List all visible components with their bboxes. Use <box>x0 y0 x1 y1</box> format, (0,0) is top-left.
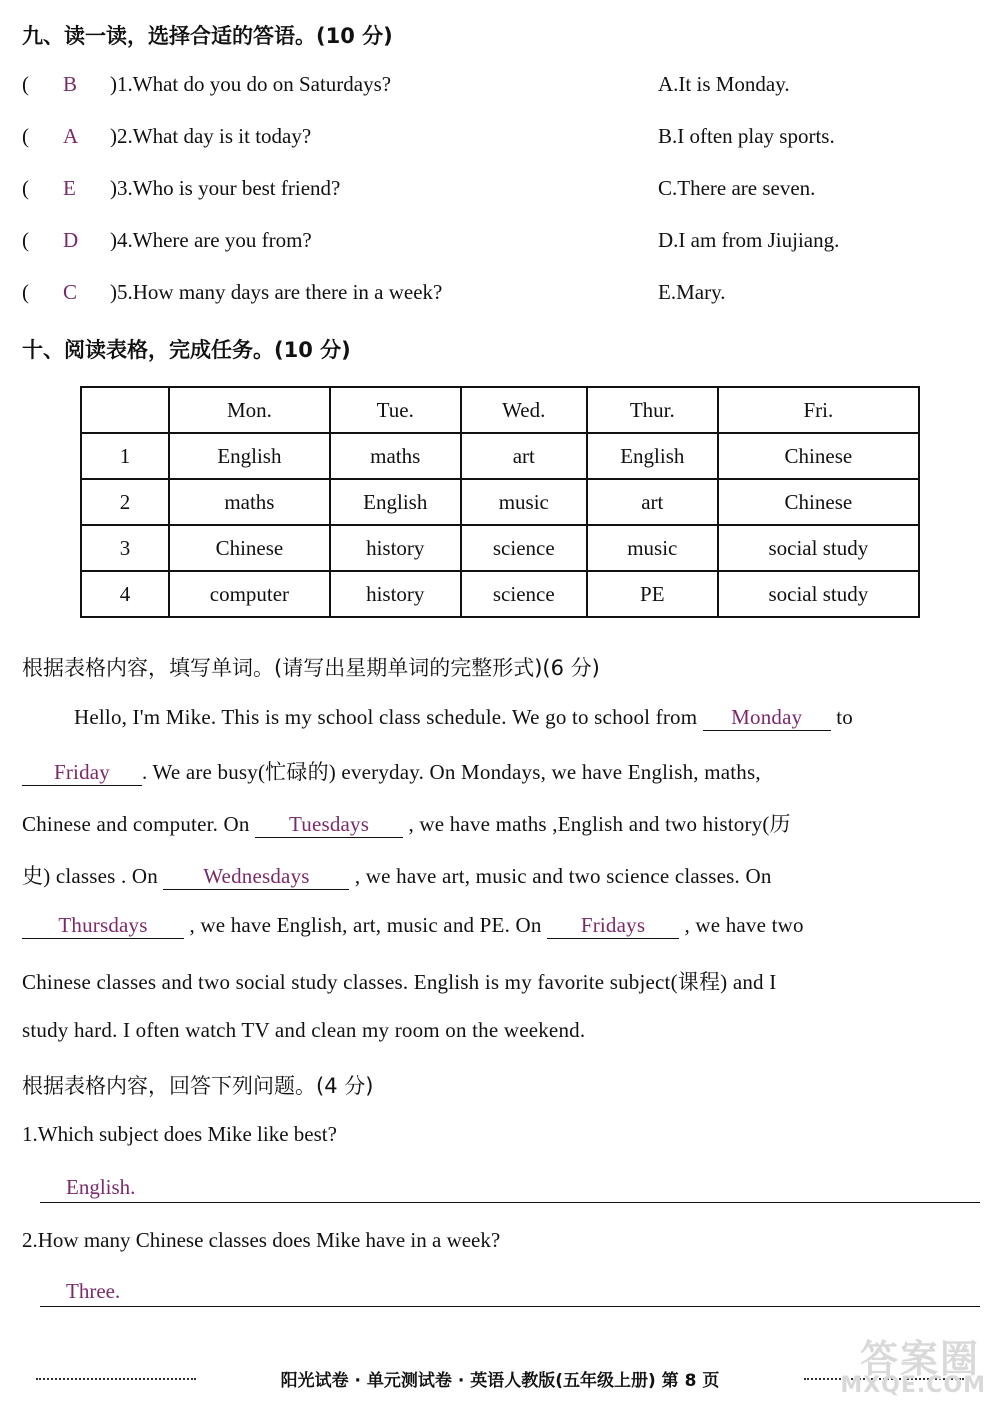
passage-text: , we have art, music and two science classes. On <box>354 864 772 888</box>
table-cell: maths <box>169 479 330 525</box>
answer-letter: E <box>63 176 76 200</box>
task-1-title: 根据表格内容，填写单词。(请写出星期单词的完整形式)(6 分) <box>22 656 600 680</box>
table-cell: Chinese <box>718 479 919 525</box>
table-row <box>81 479 919 525</box>
table-cell: history <box>330 571 461 617</box>
question-text: )1.What do you do on Saturdays? <box>110 72 392 96</box>
watermark-line-1: 答案圈 <box>859 1337 980 1381</box>
passage-line-5 <box>22 912 804 939</box>
footer-divider-left <box>36 1378 196 1380</box>
passage-text: to <box>836 705 853 729</box>
header-cell: Wed. <box>461 387 587 433</box>
question-1: 1.Which subject does Mike like best? <box>22 1122 337 1146</box>
table-row <box>81 571 919 617</box>
header-cell: Thur. <box>587 387 718 433</box>
passage-text: , we have two <box>684 913 804 937</box>
answer-letter: C <box>63 280 78 304</box>
paren-open: ( <box>22 280 29 304</box>
passage-line-4 <box>22 860 772 890</box>
passage-line-2 <box>22 756 761 786</box>
answer-letter: B <box>63 72 78 96</box>
passage-line-6: Chinese classes and two social study classes. English is my favorite subject(课程) and I <box>22 970 777 994</box>
option-text: D.I am from Jiujiang. <box>658 228 840 252</box>
header-cell: Tue. <box>330 387 461 433</box>
fill-blank-3: Tuesdays <box>255 811 403 838</box>
table-cell: PE <box>587 571 718 617</box>
option-text: C.There are seven. <box>658 176 816 200</box>
table-cell: English <box>169 433 330 479</box>
table-cell: Chinese <box>169 525 330 571</box>
fill-blank-4: Wednesdays <box>163 863 349 890</box>
task-2-title: 根据表格内容，回答下列问题。(4 分) <box>22 1074 374 1098</box>
passage-text: 史) classes . On <box>22 864 158 888</box>
fill-blank-5: Thursdays <box>22 912 184 939</box>
answer-line-2 <box>40 1280 980 1307</box>
table-cell: science <box>461 571 587 617</box>
passage-line-3 <box>22 808 791 838</box>
class-schedule-table <box>80 386 920 618</box>
watermark-logo <box>836 1328 986 1398</box>
paren-open: ( <box>22 228 29 252</box>
answer-text: English. <box>66 1175 136 1199</box>
table-cell: social study <box>718 525 919 571</box>
paren-open: ( <box>22 176 29 200</box>
option-text: E.Mary. <box>658 280 726 304</box>
table-cell: maths <box>330 433 461 479</box>
fill-blank-1: Monday <box>703 704 831 731</box>
header-cell: Fri. <box>718 387 919 433</box>
table-cell: history <box>330 525 461 571</box>
table-cell: social study <box>718 571 919 617</box>
answer-letter: A <box>63 124 79 148</box>
question-text: )5.How many days are there in a week? <box>110 280 443 304</box>
table-cell: art <box>461 433 587 479</box>
watermark-line-2: MXQE.COM <box>840 1373 986 1398</box>
passage-text: , we have English, art, music and PE. On <box>189 913 542 937</box>
option-text: A.It is Monday. <box>658 72 790 96</box>
passage-text: Hello, I'm Mike. This is my school class schedule. We go to school from <box>74 705 698 729</box>
option-text: B.I often play sports. <box>658 124 835 148</box>
section-10-title: 十、阅读表格，完成任务。(10 分) <box>22 338 351 362</box>
paren-open: ( <box>22 124 29 148</box>
section-9-title: 九、读一读，选择合适的答语。(10 分) <box>22 24 393 48</box>
table-cell: music <box>587 525 718 571</box>
table-cell: English <box>587 433 718 479</box>
table-cell: music <box>461 479 587 525</box>
passage-text: Chinese and computer. On <box>22 812 250 836</box>
passage-line-7: study hard. I often watch TV and clean my room on the weekend. <box>22 1018 586 1042</box>
table-cell: 4 <box>81 571 169 617</box>
answer-line-1 <box>40 1176 980 1203</box>
answer-text: Three. <box>66 1279 121 1303</box>
passage-line-1 <box>74 704 853 731</box>
table-cell: Chinese <box>718 433 919 479</box>
table-cell: 2 <box>81 479 169 525</box>
question-text: )2.What day is it today? <box>110 124 312 148</box>
answer-letter: D <box>63 228 79 252</box>
header-cell: Mon. <box>169 387 330 433</box>
table-cell: 3 <box>81 525 169 571</box>
question-text: )3.Who is your best friend? <box>110 176 341 200</box>
table-cell: 1 <box>81 433 169 479</box>
passage-text: , we have maths ,English and two history(历 <box>408 812 791 836</box>
table-cell: science <box>461 525 587 571</box>
table-header-row <box>81 387 919 433</box>
table-cell: computer <box>169 571 330 617</box>
table-cell: English <box>330 479 461 525</box>
question-2: 2.How many Chinese classes does Mike have in a week? <box>22 1228 501 1252</box>
question-text: )4.Where are you from? <box>110 228 312 252</box>
page-footer: 阳光试卷 · 单元测试卷 · 英语人教版(五年级上册) 第 8 页 <box>280 1371 720 1391</box>
table-row <box>81 433 919 479</box>
fill-blank-6: Fridays <box>547 912 679 939</box>
paren-open: ( <box>22 72 29 96</box>
header-cell <box>81 387 169 433</box>
passage-text: . We are busy(忙碌的) everyday. On Mondays, we have English, maths, <box>142 760 761 784</box>
fill-blank-2: Friday <box>22 759 142 786</box>
table-cell: art <box>587 479 718 525</box>
table-row <box>81 525 919 571</box>
